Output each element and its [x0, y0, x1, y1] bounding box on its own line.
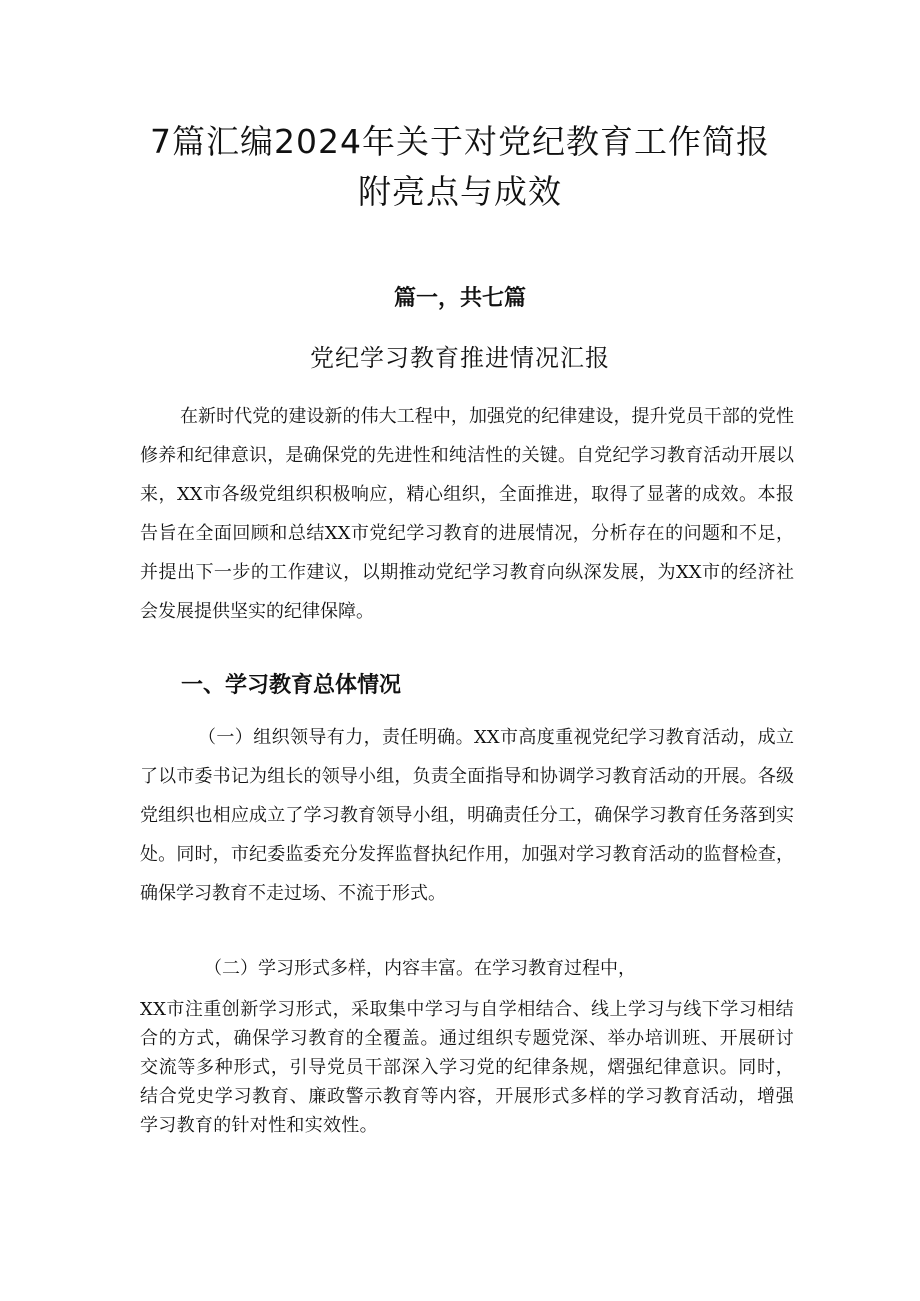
subsection-2-lead: （二）学习形式多样，内容丰富。在学习教育过程中，	[204, 958, 636, 979]
part-heading: 篇一，共七篇	[393, 286, 526, 311]
subsection-2-body: XX市注重创新学习形式，采取集中学习与自学相结合、线上学习与线下学习相结合的方式，确保学习教育的全覆盖。通过组织专题党深、举办培训班、开展研讨交流等多种形式，引导党员干部深入学习党的纪律条规，熠强纪律意识。同时，结合党史学习教育、廉政警示教育等内容，开展形式多样的学习教育活动，增强学习教育的针对性和实效性。	[140, 999, 794, 1136]
article-title: 党纪学习教育推进情况汇报	[310, 344, 610, 372]
subsection-1-paragraph: （一）组织领导有力，责任明确。XX市高度重视党纪学习教育活动，成立了以市委书记为组长的领导小组，负责全面指导和协调学习教育活动的开展。各级党组织也相应成立了学习教育领导小组，明确责任分工，确保学习教育任务落到实处。同时，市纪委监委充分发挥监督执纪作用，加强对学习教育活动的监督检查，确保学习教育不走过场、不流于形式。	[140, 727, 794, 904]
intro-paragraph: 在新时代党的建设新的伟大工程中，加强党的纪律建设，提升党员干部的党性修养和纪律意识，是确保党的先进性和纯洁性的关键。自党纪学习教育活动开展以来，XX市各级党组织积极响应，精心组织，全面推进，取得了显著的成效。本报告旨在全面回顾和总结XX市党纪学习教育的进展情况，分析存在的问题和不足，并提出下一步的工作建议，以期推动党纪学习教育向纵深发展，为XX市的经济社会发展提供坚实的纪律保障。	[140, 406, 794, 622]
document-title-line-1: 7篇汇编2024年关于对党纪教育工作简报	[150, 122, 770, 161]
document-title-line-2: 附亮点与成效	[358, 172, 562, 211]
section-heading: 一、学习教育总体情况	[181, 673, 402, 698]
